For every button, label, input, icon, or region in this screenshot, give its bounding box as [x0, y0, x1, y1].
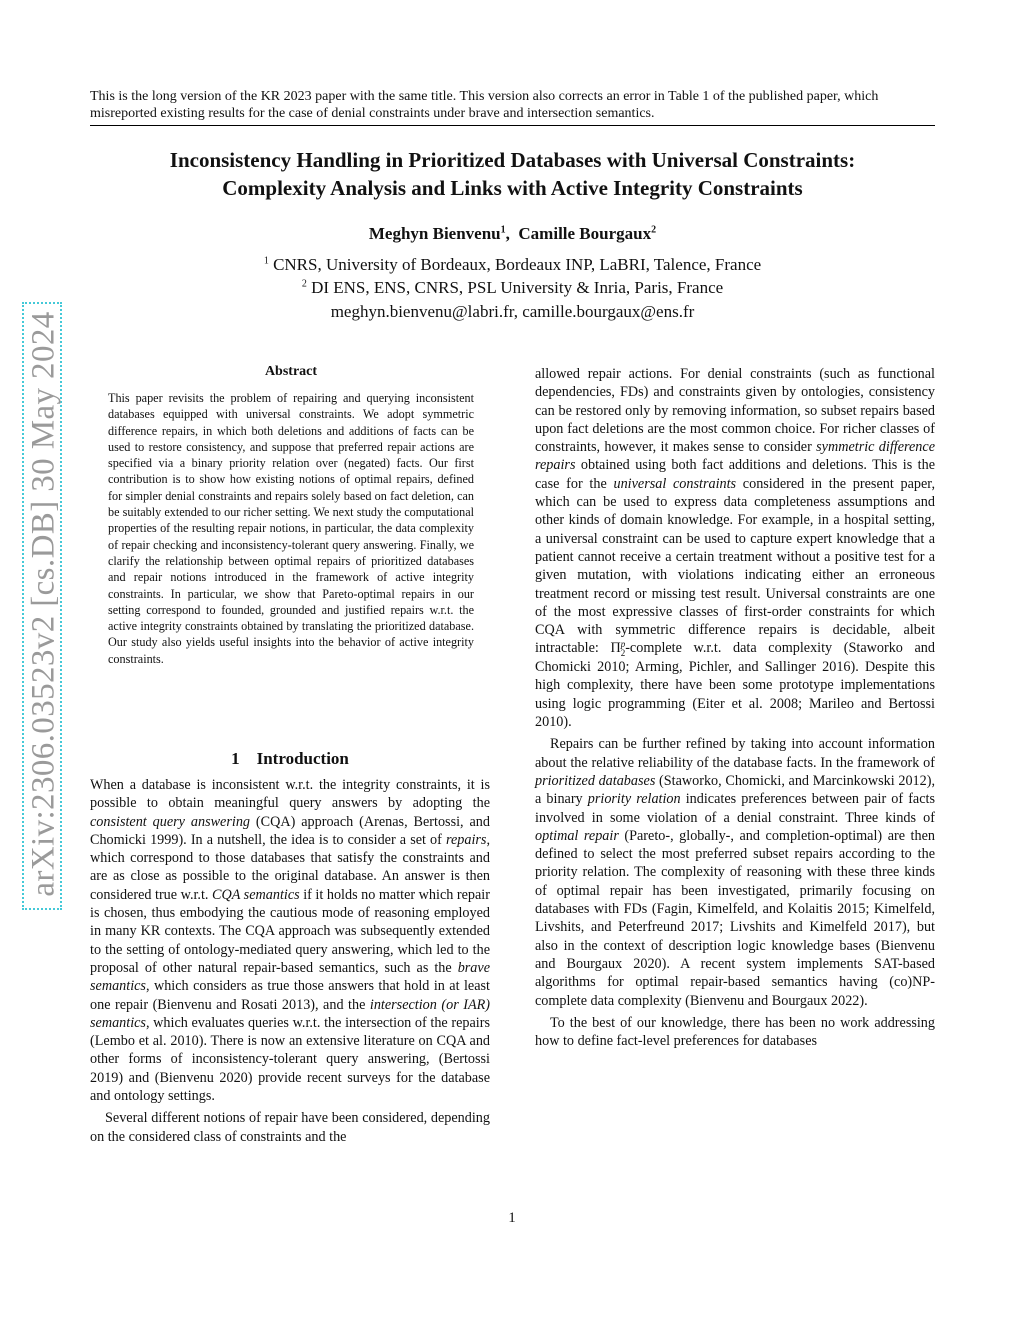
intro-paragraph-2: Several different notions of repair have been considered, depending on the considered class of constraints and the: [90, 1110, 490, 1145]
arxiv-stamp[interactable]: [22, 302, 62, 910]
arxiv-identifier[interactable]: arXiv:2306.03523v2 [cs.DB] 30 May 2024: [25, 311, 62, 897]
emphasis-term: CQA semantics: [212, 886, 300, 903]
emphasis-term: consistent query answering: [90, 813, 251, 830]
author-name: Meghyn Bienvenu: [368, 224, 501, 243]
right-paragraph-2: Repairs can be further refined by taking into account information about the relative reliability of the database facts. In the framework of prioritized databases (Staworko, Chomicki, and Marcinkowski 2012), a binary priority relation indicates preferences between pair of facts involved in some violation of a denial constraint. Three kinds of optimal repair (Pareto-, globally-, and completion-optimal) are then defined to select the most preferred subset repairs according to the priority relation. The complexity of reasoning with these three kinds of optimal repair has been investigated, primarily focusing on databases with FDs (Fagin, Kimelfeld, and Kolaitis 2015; Kimelfeld, Livshits, and Peterfreund 2017; Livshits and Kimelfeld 2017), but also in the context of description logic knowledge bases (Bienvenu and Bourgaux 2020). A recent system implements SAT-based algorithms for optimal repair-based semantics having (co)NP-complete data complexity (Bienvenu and Bourgaux 2022).: [535, 736, 935, 1009]
title-line-1: Inconsistency Handling in Prioritized Databases with Universal Constraints:: [169, 148, 856, 172]
title-line-2: Complexity Analysis and Links with Active Integrity Constraints: [222, 176, 803, 200]
affiliation-1: [90, 255, 935, 275]
emphasis-term: symmetric difference repairs: [535, 439, 935, 474]
emphasis-term: universal constraints: [613, 475, 737, 492]
affiliation-mark: 2: [301, 278, 307, 290]
affiliation-mark: 1: [263, 255, 269, 267]
author-separator: ,: [505, 224, 510, 243]
emphasis-term: prioritized databases: [535, 772, 656, 789]
author-emails: meghyn.bienvenu@labri.fr, camille.bourgaux@ens.fr: [330, 302, 695, 321]
author-name: Camille Bourgaux: [518, 224, 652, 243]
affiliation-text: DI ENS, ENS, CNRS, PSL University & Inria, Paris, France: [311, 278, 724, 297]
version-note: This is the long version of the KR 2023 paper with the same title. This version also corrects an error in Table 1 of the published paper, which misreported existing results for the case of denial constraints under brave and intersection semantics.: [90, 88, 935, 126]
emphasis-term: intersection (or IAR) semantics: [90, 996, 490, 1031]
page-number: 1: [508, 1210, 516, 1226]
right-paragraph-3: To the best of our knowledge, there has been no work addressing how to define fact-level preferences for databases: [535, 1014, 935, 1050]
affiliation-text: CNRS, University of Bordeaux, Bordeaux INP, LaBRI, Talence, France: [273, 255, 762, 274]
paper-title: [90, 146, 935, 202]
emphasis-term: brave semantics: [90, 959, 490, 995]
right-column: [535, 365, 935, 1050]
abstract-heading: Abstract: [264, 364, 318, 379]
emphasis-term: optimal repair: [535, 827, 619, 844]
section-number: 1: [231, 749, 240, 768]
emphasis-term: repairs: [445, 831, 487, 848]
emphasis-term: priority relation: [587, 791, 681, 808]
author-list: [90, 224, 935, 244]
left-column: [90, 776, 490, 1146]
right-paragraph-1: allowed repair actions. For denial constraints (such as functional dependencies, FDs) and constraints given by ontologies, consistency can be restored only by removing information, so subset repairs based upon fact deletions are the most common choice. For richer classes of constraints, however, it makes sense to consider symmetric difference repairs obtained using both fact additions and deletions. This is the case for the universal constraints considered in the present paper, which can be used to express data completeness assumptions and other kinds of domain knowledge. For example, in a hospital setting, a universal constraint can be used to capture expert knowledge that a patient cannot receive a certain treatment without a positive test for a given mutation, with violations indicating either an erroneous treatment record or missing test result. Universal constraints are one of the most expressive classes of first-order constraints for which CQA with symmetric difference repairs is decidable, albeit intractable: Π p 2 -complete w.r.t. data complexity (Staworko and Chomicki 2010; Arming, Pichler, and Sallinger 2016). Despite this high complexity, there have been some prototype implementations using logic programming (Eiter et al. 2008; Marileo and Bertossi 2010).: [535, 366, 935, 731]
intro-paragraph-1: When a database is inconsistent w.r.t. the integrity constraints, it is possible to obtain meaningful query answers by adopting the consistent query answering (CQA) approach (Arenas, Bertossi, and Chomicki 1999). In a nutshell, the idea is to consider a set of repairs, which correspond to those databases that satisfy the constraints and are as close as possible to the original database. An answer is then considered true w.r.t. CQA semantics if it holds no matter which repair is chosen, thus embodying the cautious mode of reasoning employed in many KR contexts. The CQA approach was subsequently extended to the setting of ontology-mediated query answering, which led to the proposal of other natural repair-based semantics, such as the brave semantics, which considers as true those answers that hold in at least one repair (Bienvenu and Rosati 2013), and the intersection (or IAR) semantics, which evaluates queries w.r.t. the intersection of the repairs (Lembo et al. 2010). There is now an extensive literature on CQA and other forms of inconsistency-tolerant query answering, (Bertossi 2019) and (Bienvenu 2020) provide recent surveys for the database and ontology settings.: [90, 777, 490, 1105]
section-heading: [90, 749, 490, 769]
author-affil-mark: 1: [500, 224, 506, 236]
complexity-class: Π p 2: [610, 639, 626, 659]
abstract-text: This paper revisits the problem of repairing and querying inconsistent databases equipped with universal constraints. We adopt symmetric difference repairs, in which both deletions and additions of facts can be used to restore consistency, and suppose that preferred repair actions are specified via a binary priority relation over (negated) facts. Our first contribution is to show how existing notions of optimal repairs, defined for simpler denial constraints and repairs solely based on fact deletion, can be suitably extended to our richer setting. We next study the computational properties of the resulting repair notions, in particular, the data complexity of repair checking and inconsistency-tolerant query answering. Finally, we clarify the relationship between optimal repairs of prioritized databases and repair notions introduced in the framework of active integrity constraints. In particular, we show that Pareto-optimal repairs in our setting correspond to founded, grounded and justified repairs w.r.t. the active integrity constraints obtained by translating the prioritized database. Our study also yields useful insights into the behavior of active integrity constraints.: [108, 391, 474, 666]
author-affil-mark: 2: [651, 224, 657, 236]
affiliation-2: [90, 278, 935, 298]
section-title: Introduction: [256, 749, 349, 768]
